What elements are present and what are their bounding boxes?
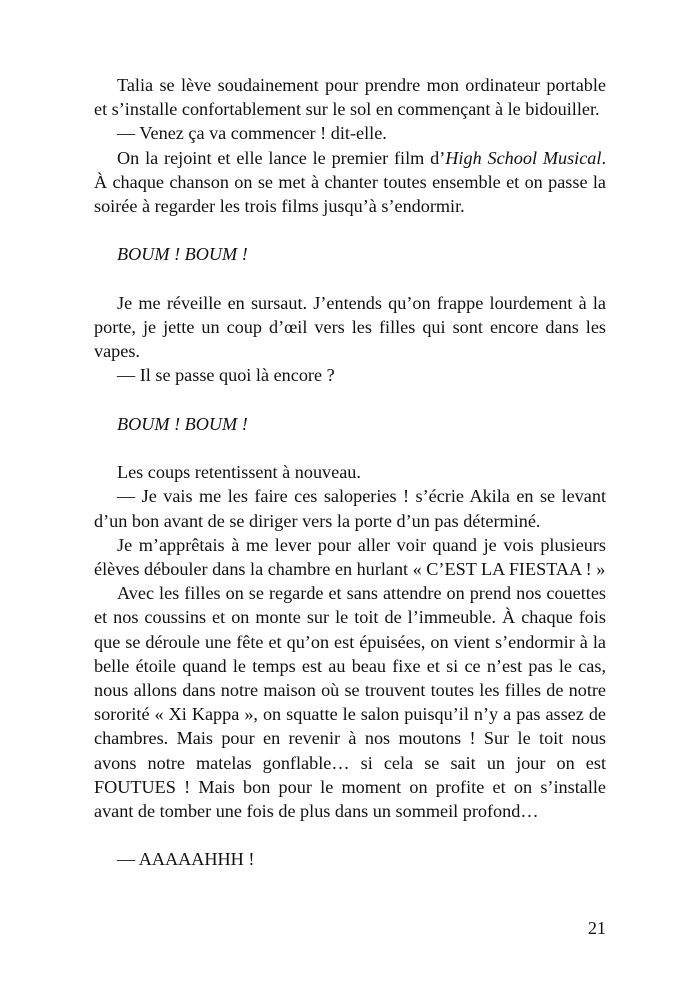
section-gap <box>94 218 606 242</box>
paragraph-coups: Les coups retentissent à nouveau. <box>117 462 361 483</box>
paragraph-film-start: On la rejoint et elle lance le premier film d’ <box>117 147 446 168</box>
section-gap <box>94 436 606 460</box>
sound-effect-boum-1: BOUM ! BOUM ! <box>117 244 248 265</box>
page-body <box>94 73 606 872</box>
section-gap <box>94 267 606 291</box>
dialogue-akila: — Je vais me les faire ces saloperies ! s’écrie Akila en se levant d’un bon avant de se diriger vers la porte d’un pas déterminé. <box>94 486 606 531</box>
paragraph-toit: Avec les filles on se regarde et sans attendre on prend nos couettes et nos coussins et on monte sur le toit de l’immeuble. À chaque fois que se déroule une fête et qu’on est épuisées, on vient s’endormir à la belle étoile quand le temps est au beau fixe et si ce n’est pas le cas, nous allons dans notre maison où se trouvent toutes les filles de notre sororité « Xi Kappa », on squatte le salon puisqu’il n’y a pas assez de chambres. Mais pour en revenir à nos moutons ! Sur le toit nous avons notre matelas gonflable… si cela se sait un jour on est FOUTUES ! Mais bon pour le moment on profite et on s’installe avant de tomber une fois de plus dans un sommeil profond… <box>94 583 606 822</box>
paragraph-film <box>94 146 606 219</box>
page-number: 21 <box>587 918 606 938</box>
paragraph-reveil: Je me réveille en sursaut. J’entends qu’on frappe lourdement à la porte, je jette un coup d’œil vers les filles qui sont encore dans les vapes. <box>94 292 606 362</box>
section-gap <box>94 823 606 847</box>
dialogue-venez: — Venez ça va commencer ! dit-elle. <box>117 123 387 144</box>
section-gap <box>94 388 606 412</box>
paragraph-talia: Talia se lève soudainement pour prendre mon ordinateur portable et s’installe confortablement sur le sol en commençant à le bidouiller. <box>94 75 606 120</box>
dialogue-il-se-passe: — Il se passe quoi là encore ? <box>117 365 335 386</box>
film-title: High School Musical <box>445 147 602 168</box>
dialogue-cri: — AAAAAHHH ! <box>117 849 255 870</box>
paragraph-film-end: . À chaque chanson on se met à chanter toutes ensemble et on passe la soirée à regarder les trois films jusqu’à s’endormir. <box>94 147 606 217</box>
sound-effect-boum-2: BOUM ! BOUM ! <box>117 413 248 434</box>
paragraph-fiesta: Je m’apprêtais à me lever pour aller voir quand je vois plusieurs élèves débouler dans la chambre en hurlant « C’EST LA FIESTAA ! » <box>94 534 606 579</box>
